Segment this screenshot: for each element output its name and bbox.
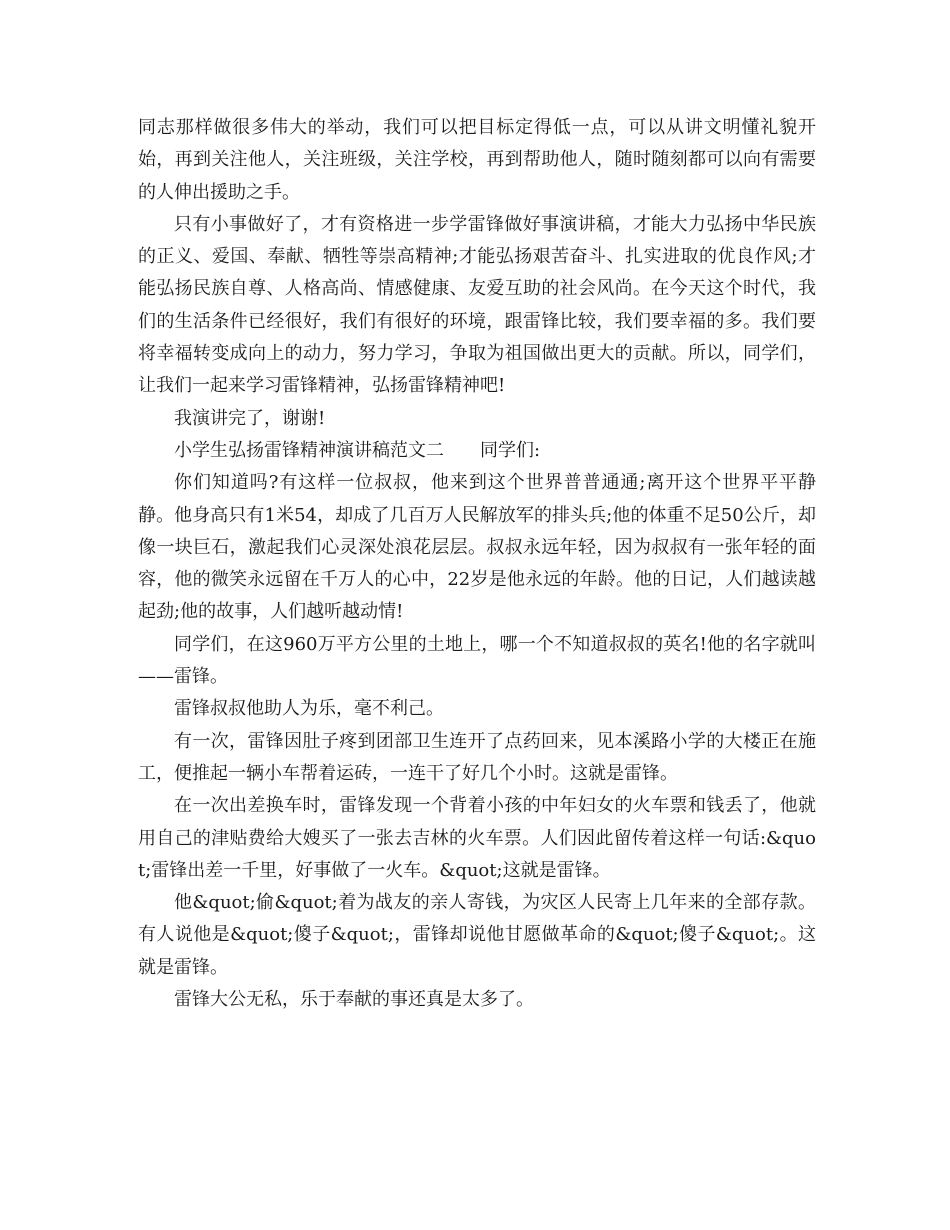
paragraph: 只有小事做好了，才有资格进一步学雷锋做好事演讲稿，才能大力弘扬中华民族的正义、爱国、奉献、牺牲等崇高精神;才能弘扬艰苦奋斗、扎实进取的优良作风;才能弘扬民族自尊、人格高尚、情感健康、友爱互助的社会风尚。在今天这个时代，我们的生活条件已经很好，我们有很好的环境，跟雷锋比较，我们要幸福的多。我们要将幸福转变成向上的动力，努力学习，争取为祖国做出更大的贡献。所以，同学们，让我们一起来学习雷锋精神，弘扬雷锋精神吧! (138, 213, 816, 397)
section-title: 小学生弘扬雷锋精神演讲稿范文二 (174, 439, 444, 461)
paragraph: 你们知道吗?有这样一位叔叔，他来到这个世界普普通通;离开这个世界平平静静。他身高只有1米54，却成了几百万人民解放军的排头兵;他的体重不足50公斤，却像一块巨石，激起我们心灵深处浪花层层。叔叔永远年轻，因为叔叔有一张年轻的面容，他的微笑永远留在千万人的心中，22岁是他永远的年龄。他的日记，人们越读越起劲;他的故事，人们越听越动情! (138, 472, 816, 623)
paragraph: 雷锋叔叔他助人为乐，毫不利己。 (174, 698, 444, 720)
paragraph: 同志那样做很多伟大的举动，我们可以把目标定得低一点，可以从讲文明懂礼貌开始，再到关注他人，关注班级，关注学校，再到帮助他人，随时随刻都可以向有需要的人伸出援助之手。 (138, 117, 816, 203)
greeting: 同学们: (480, 439, 541, 461)
document-body (138, 112, 816, 1016)
paragraph: 雷锋大公无私，乐于奉献的事还真是太多了。 (174, 989, 534, 1011)
paragraph: 有一次，雷锋因肚子疼到团部卫生连开了点药回来，见本溪路小学的大楼正在施工，便推起一辆小车帮着运砖，一连干了好几个小时。这就是雷锋。 (138, 730, 816, 784)
closing-line: 我演讲完了，谢谢! (174, 407, 326, 429)
paragraph: 同学们，在这960万平方公里的土地上，哪一个不知道叔叔的英名!他的名字就叫——雷锋。 (138, 633, 816, 688)
paragraph: 在一次出差换车时，雷锋发现一个背着小孩的中年妇女的火车票和钱丢了，他就用自己的津贴费给大嫂买了一张去吉林的火车票。人们因此留传着这样一句话:&quot;雷锋出差一千里，好事做了一火车。&quot;这就是雷锋。 (138, 795, 816, 881)
section-heading-line (138, 435, 816, 467)
paragraph: 他&quot;偷&quot;着为战友的亲人寄钱，为灾区人民寄上几年来的全部存款。有人说他是&quot;傻子&quot;，雷锋却说他甘愿做革命的&quot;傻子&quot;。这就是雷锋。 (138, 892, 816, 978)
